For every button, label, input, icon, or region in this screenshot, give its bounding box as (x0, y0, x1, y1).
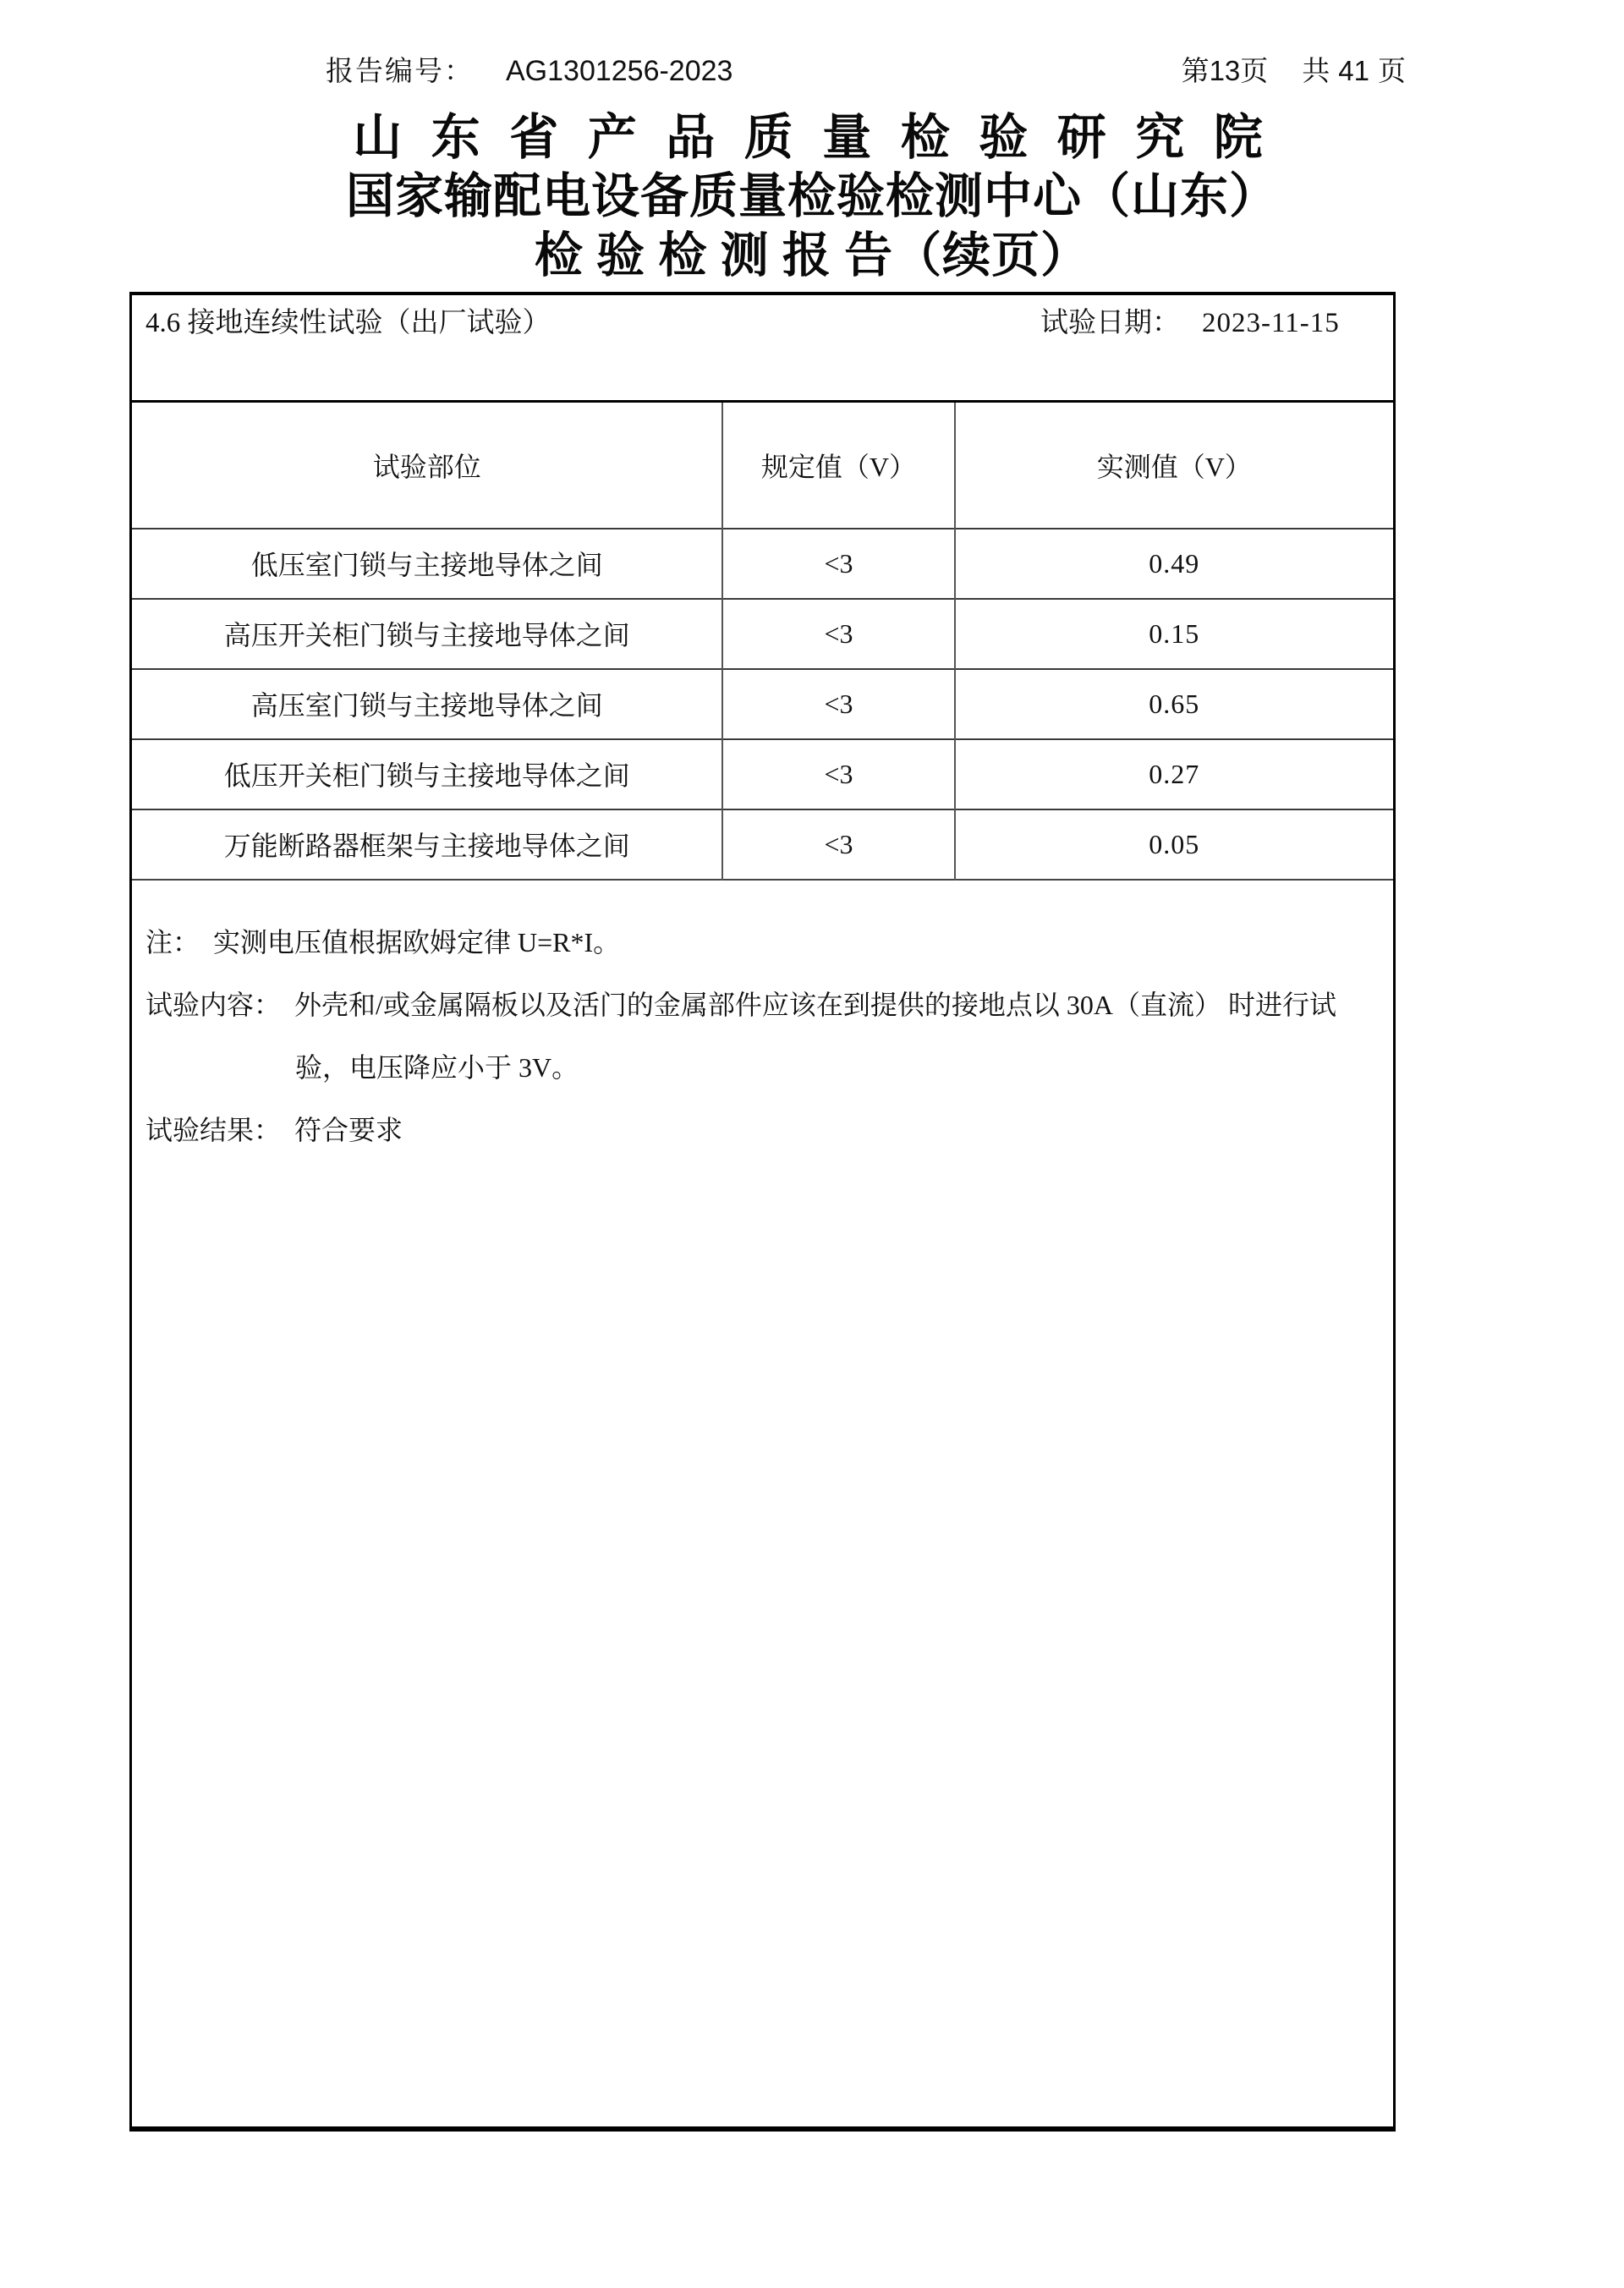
cell-test-part: 高压室门锁与主接地导体之间 (132, 669, 722, 739)
institute-title: 山 东 省 产 品 质 量 检 验 研 究 院 (353, 110, 1271, 165)
column-header-spec-value: 规定值（V） (722, 402, 954, 529)
page-total-prefix: 共 (1302, 57, 1330, 87)
cell-spec-value: <3 (722, 669, 954, 739)
results-table-header (132, 402, 1393, 529)
cell-measured-value: 0.27 (955, 739, 1393, 809)
cell-test-part: 高压开关柜门锁与主接地导体之间 (132, 599, 722, 669)
report-body-frame (129, 292, 1396, 2132)
results-table (132, 400, 1393, 881)
note-text: 实测电压值根据欧姆定律 U=R*I。 (213, 927, 621, 957)
test-date-value: 2023-11-15 (1202, 308, 1340, 338)
column-header-test-part: 试验部位 (372, 451, 481, 482)
cell-spec-value: <3 (722, 599, 954, 669)
cell-measured-value: 0.15 (955, 599, 1393, 669)
cell-spec-value: <3 (722, 529, 954, 599)
table-row (132, 529, 1393, 599)
cell-test-part: 低压开关柜门锁与主接地导体之间 (132, 739, 722, 809)
results-table-body (132, 529, 1393, 880)
report-title: 检 验 检 测 报 告（续页） (534, 229, 1090, 283)
test-result-value: 符合要求 (294, 1115, 403, 1145)
section-header-row (145, 305, 1380, 341)
page-header (0, 52, 1624, 90)
document-title (0, 108, 1624, 286)
note-label: 注： (145, 927, 200, 957)
test-content-text-2: 验，电压降应小于 3V。 (295, 1052, 579, 1083)
cell-spec-value: <3 (722, 739, 954, 809)
cell-spec-value: <3 (722, 809, 954, 880)
section-heading: 4.6 接地连续性试验（出厂试验） (145, 308, 551, 338)
column-header-measured-value: 实测值（V） (955, 402, 1393, 529)
page-current-prefix: 第 (1181, 57, 1210, 87)
test-date (1040, 305, 1340, 341)
table-row (132, 739, 1393, 809)
cell-measured-value: 0.65 (955, 669, 1393, 739)
test-result-line (145, 1112, 1385, 1148)
test-date-label: 试验日期： (1040, 308, 1180, 338)
test-result-label: 试验结果： (145, 1115, 282, 1145)
cell-test-part: 万能断路器框架与主接地导体之间 (132, 809, 722, 880)
table-row (132, 669, 1393, 739)
page-total-number: 41 (1338, 55, 1369, 86)
cell-measured-value: 0.49 (955, 529, 1393, 599)
report-number-label: 报告编号： (326, 57, 474, 87)
test-content-continuation (145, 1050, 1385, 1085)
table-row (132, 599, 1393, 669)
test-content-text: 外壳和/或金属隔板以及活门的金属部件应该在到提供的接地点以 30A（直流） 时进行试 (294, 990, 1337, 1020)
center-title: 国家输配电设备质量检验检测中心（山东） (346, 170, 1278, 223)
test-content-line (145, 987, 1385, 1023)
page-indicator (1182, 52, 1406, 91)
cell-test-part: 低压室门锁与主接地导体之间 (132, 529, 722, 599)
note-line (145, 925, 1385, 960)
report-number (326, 52, 732, 91)
cell-measured-value: 0.05 (955, 809, 1393, 880)
table-header-row (132, 402, 1393, 529)
test-content-label: 试验内容： (145, 990, 282, 1020)
page-total-suffix: 页 (1378, 57, 1406, 87)
table-row (132, 809, 1393, 880)
report-number-value: AG1301256-2023 (506, 55, 733, 87)
page-current-suffix: 页 (1240, 57, 1269, 87)
page-current-number: 13 (1209, 55, 1241, 86)
